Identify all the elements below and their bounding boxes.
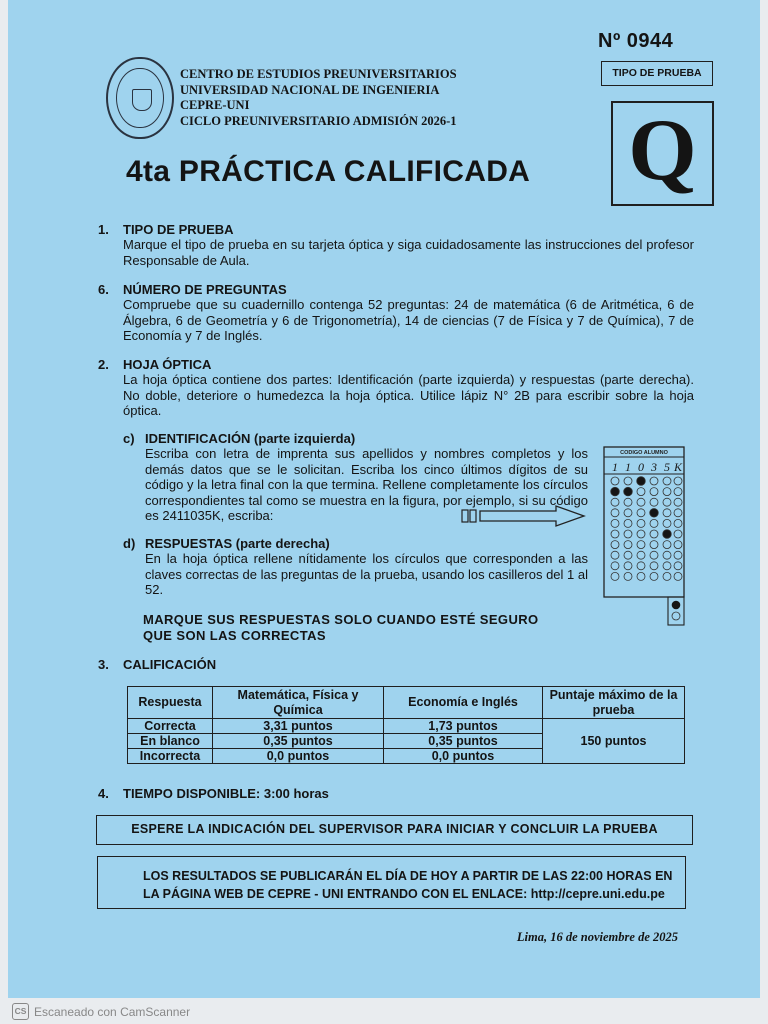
seal-shield-icon (132, 89, 152, 111)
table-header: Puntaje máximo de la prueba (543, 687, 685, 719)
subsection-heading: IDENTIFICACIÓN (parte izquierda) (145, 431, 356, 446)
bubble (674, 477, 682, 485)
table-header: Economía e Inglés (384, 687, 543, 719)
bubble (650, 477, 658, 485)
section-number: 3. (98, 657, 109, 672)
subsection-label: c) (123, 431, 135, 446)
institution-header (180, 67, 457, 129)
bubble (637, 541, 645, 549)
bubble (663, 572, 671, 580)
warning-line: QUE SON LAS CORRECTAS (143, 628, 326, 643)
grading-table (127, 686, 685, 764)
bubble (663, 477, 671, 485)
subsection-heading-rest: (parte derecha) (232, 536, 330, 551)
bubble (663, 488, 671, 496)
student-code-digit: 5 (664, 460, 670, 474)
table-cell: Correcta (128, 719, 213, 734)
bubble (650, 488, 658, 496)
time-available: TIEMPO DISPONIBLE: 3:00 horas (123, 786, 329, 801)
bubble (650, 498, 658, 506)
university-seal-icon (106, 57, 174, 139)
bubble (611, 541, 619, 549)
section-number: 6. (98, 282, 109, 297)
arrow-icon (460, 504, 588, 528)
bubble-filled (650, 509, 659, 518)
table-header: Respuesta (128, 687, 213, 719)
table-header: Matemática, Física y Química (213, 687, 384, 719)
bubble (624, 551, 632, 559)
issue-date: Lima, 16 de noviembre de 2025 (516, 930, 678, 944)
bubble (650, 519, 658, 527)
student-code-digit: 0 (638, 460, 644, 474)
bubble (637, 562, 645, 570)
bubble-sheet-title: CODIGO ALUMNO (620, 450, 668, 456)
bubble (663, 498, 671, 506)
test-type-letter: Q (611, 101, 714, 206)
bubble (637, 488, 645, 496)
bubble (611, 519, 619, 527)
bubble (611, 551, 619, 559)
bubble-filled (624, 487, 633, 496)
section-number: 1. (98, 222, 109, 237)
bubble (637, 498, 645, 506)
bubble (674, 551, 682, 559)
bubble (624, 562, 632, 570)
bubble (672, 612, 680, 620)
bubble (674, 572, 682, 580)
bubble (611, 562, 619, 570)
bubble (650, 530, 658, 538)
table-cell: 0,0 puntos (384, 749, 543, 764)
bubble (663, 562, 671, 570)
bubble (637, 519, 645, 527)
bubble (650, 572, 658, 580)
subsection-heading-bold: RESPUESTAS (145, 536, 233, 551)
bubble-filled (611, 487, 620, 496)
bubble (611, 530, 619, 538)
max-score-cell: 150 puntos (543, 719, 685, 764)
student-code-digit: K (673, 460, 683, 474)
table-cell: Incorrecta (128, 749, 213, 764)
bubble (611, 477, 619, 485)
scanner-footer (12, 1003, 190, 1020)
section-heading: NÚMERO DE PREGUNTAS (123, 282, 287, 297)
student-code-digit: 1 (625, 460, 631, 474)
institution-line: UNIVERSIDAD NACIONAL DE INGENIERIA (180, 82, 440, 97)
bubble (624, 530, 632, 538)
bubble (674, 530, 682, 538)
institution-line: CENTRO DE ESTUDIOS PREUNIVERSITARIOS (180, 67, 457, 81)
bubble (663, 509, 671, 517)
subsection-body: En la hoja óptica rellene nítidamente los círculos que corresponden a las claves correctas de las preguntas de la prueba, usando los casilleros del 1 al 52. (145, 551, 588, 597)
section-body: La hoja óptica contiene dos partes: Identificación (parte izquierda) y respuestas (parte derecha). No doble, deteriore o humedezca la hoja óptica. Utilice lápiz N° 2B para escribir sobre la hoja óptica. (123, 372, 694, 418)
bubble (624, 541, 632, 549)
section-number: 2. (98, 357, 109, 372)
section-number: 4. (98, 786, 109, 801)
bubble (663, 551, 671, 559)
institution-line: CICLO PREUNIVERSITARIO ADMISIÓN 2026-1 (180, 113, 457, 128)
bubble (650, 562, 658, 570)
bubble (624, 509, 632, 517)
section-heading: HOJA ÓPTICA (123, 357, 212, 372)
table-cell: 3,31 puntos (213, 719, 384, 734)
supervisor-notice: ESPERE LA INDICACIÓN DEL SUPERVISOR PARA INICIAR Y CONCLUIR LA PRUEBA (96, 815, 693, 845)
bubble (624, 498, 632, 506)
bubble (674, 509, 682, 517)
bubble (624, 519, 632, 527)
subsection-label: d) (123, 536, 136, 551)
bubble-filled (663, 530, 672, 539)
table-row (128, 719, 685, 734)
bubble (624, 572, 632, 580)
subsection-heading (145, 536, 330, 551)
bubble (674, 498, 682, 506)
bubble (611, 509, 619, 517)
bubble (674, 541, 682, 549)
bubble (637, 509, 645, 517)
subsection-body: Escriba con letra de imprenta sus apellidos y nombres completos y los demás datos que se le solicitan. Escriba los cinco últimos dígitos de su código y la letra final con la que termina. Rellene completamente los círculos correspondientes tal como se muestra en la figura, por ejemplo, si su código es 2411035K, escriba: (145, 446, 588, 523)
table-cell: 0,0 puntos (213, 749, 384, 764)
bubble (624, 477, 632, 485)
table-cell: 1,73 puntos (384, 719, 543, 734)
table-cell: 0,35 puntos (384, 734, 543, 749)
bubble (663, 541, 671, 549)
bubble (674, 519, 682, 527)
table-cell: 0,35 puntos (213, 734, 384, 749)
answer-warning (143, 612, 539, 644)
bubble (637, 572, 645, 580)
serial-number: Nº 0944 (598, 30, 674, 52)
results-line: LOS RESULTADOS SE PUBLICARÁN EL DÍA DE HOY A PARTIR DE LAS 22:00 HORAS EN (143, 869, 673, 883)
section-body: Marque el tipo de prueba en su tarjeta óptica y siga cuidadosamente las instrucciones del profesor Responsable de Aula. (123, 237, 694, 268)
table-cell: En blanco (128, 734, 213, 749)
results-notice (97, 856, 686, 909)
student-code-digit: 1 (612, 460, 618, 474)
bubble-filled (637, 477, 646, 486)
bubble (650, 551, 658, 559)
bubble (674, 488, 682, 496)
bubble (674, 562, 682, 570)
scanner-footer-text: Escaneado con CamScanner (34, 1004, 191, 1019)
table-header-row (128, 687, 685, 719)
results-line: LA PÁGINA WEB DE CEPRE - UNI ENTRANDO CON EL ENLACE: http://cepre.uni.edu.pe (143, 887, 665, 901)
bubble (663, 519, 671, 527)
exam-sheet (8, 0, 760, 998)
institution-line: CEPRE-UNI (180, 98, 250, 112)
bubble (637, 551, 645, 559)
warning-line: MARQUE SUS RESPUESTAS SOLO CUANDO ESTÉ SEGURO (143, 612, 539, 627)
bubble (650, 541, 658, 549)
student-code-digit: 3 (651, 460, 657, 474)
student-code-bubble-sheet (602, 446, 696, 628)
bubble (611, 572, 619, 580)
bubble-filled (672, 601, 681, 610)
bubble (611, 498, 619, 506)
page-title: 4ta PRÁCTICA CALIFICADA (126, 155, 531, 188)
seal-inner-ring (116, 68, 164, 128)
section-heading: CALIFICACIÓN (123, 657, 217, 672)
test-type-label: TIPO DE PRUEBA (601, 61, 713, 86)
section-body: Compruebe que su cuadernillo contenga 52 preguntas: 24 de matemática (6 de Aritmética, 6 de Álgebra, 6 de Geometría y 6 de Trigonometría), 14 de ciencias (7 de Física y 7 de Química), 7 de Economía y 7 de Inglés. (123, 297, 694, 343)
section-heading: TIPO DE PRUEBA (123, 222, 234, 237)
bubble (637, 530, 645, 538)
camscanner-logo: CS (12, 1003, 29, 1020)
